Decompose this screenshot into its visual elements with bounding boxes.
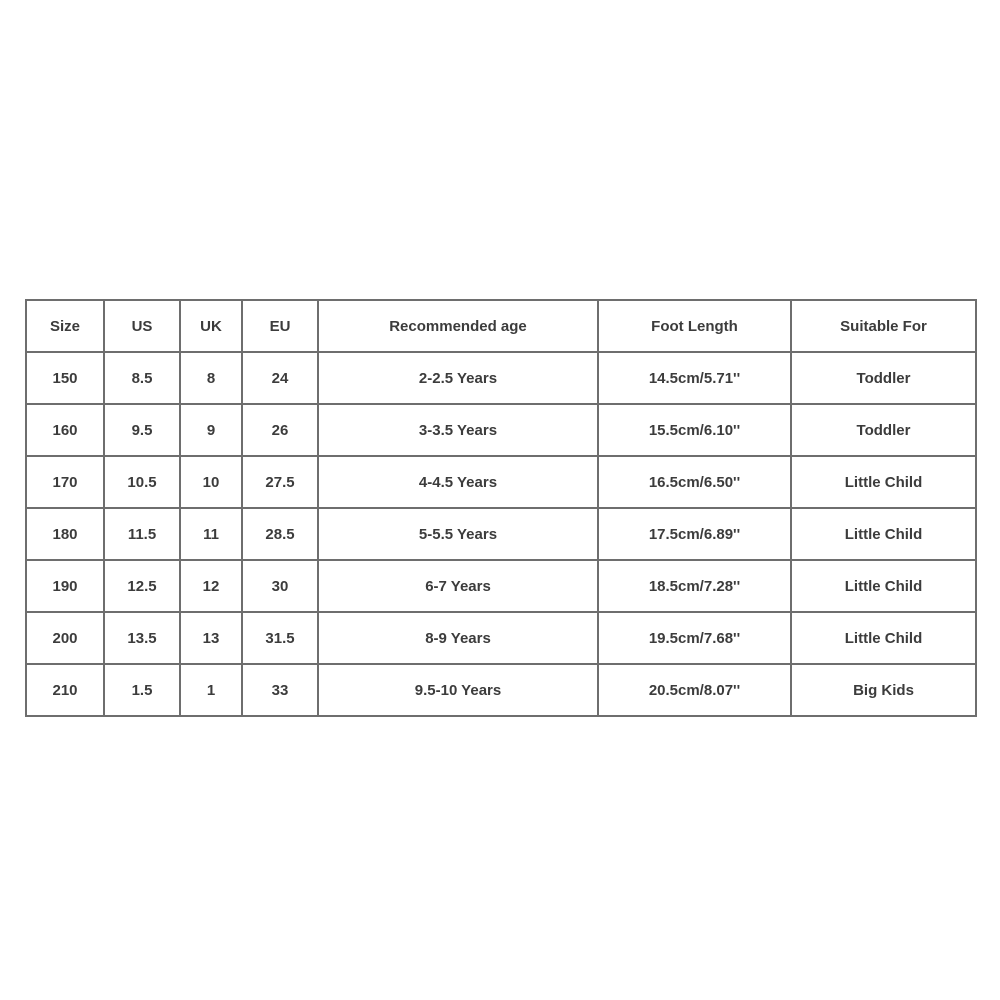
table-row xyxy=(26,456,976,508)
cell-foot-length: 19.5cm/7.68'' xyxy=(598,612,791,664)
header-us: US xyxy=(104,300,180,352)
cell-foot-length: 18.5cm/7.28'' xyxy=(598,560,791,612)
cell-recommended-age: 8-9 Years xyxy=(318,612,598,664)
table-row xyxy=(26,508,976,560)
cell-uk: 10 xyxy=(180,456,242,508)
cell-size: 150 xyxy=(26,352,104,404)
cell-suitable-for: Little Child xyxy=(791,456,976,508)
cell-uk: 12 xyxy=(180,560,242,612)
cell-eu: 33 xyxy=(242,664,318,716)
cell-uk: 9 xyxy=(180,404,242,456)
cell-foot-length: 15.5cm/6.10'' xyxy=(598,404,791,456)
cell-us: 12.5 xyxy=(104,560,180,612)
cell-us: 1.5 xyxy=(104,664,180,716)
cell-size: 180 xyxy=(26,508,104,560)
cell-recommended-age: 4-4.5 Years xyxy=(318,456,598,508)
cell-size: 210 xyxy=(26,664,104,716)
cell-eu: 27.5 xyxy=(242,456,318,508)
header-uk: UK xyxy=(180,300,242,352)
cell-uk: 8 xyxy=(180,352,242,404)
header-size: Size xyxy=(26,300,104,352)
cell-uk: 1 xyxy=(180,664,242,716)
cell-suitable-for: Little Child xyxy=(791,612,976,664)
cell-recommended-age: 6-7 Years xyxy=(318,560,598,612)
table-row xyxy=(26,560,976,612)
table-row xyxy=(26,664,976,716)
cell-foot-length: 20.5cm/8.07'' xyxy=(598,664,791,716)
table-row xyxy=(26,612,976,664)
cell-us: 10.5 xyxy=(104,456,180,508)
cell-foot-length: 17.5cm/6.89'' xyxy=(598,508,791,560)
header-foot-length: Foot Length xyxy=(598,300,791,352)
cell-size: 200 xyxy=(26,612,104,664)
cell-eu: 26 xyxy=(242,404,318,456)
cell-suitable-for: Toddler xyxy=(791,404,976,456)
table-row xyxy=(26,352,976,404)
cell-eu: 28.5 xyxy=(242,508,318,560)
cell-size: 190 xyxy=(26,560,104,612)
cell-eu: 30 xyxy=(242,560,318,612)
cell-recommended-age: 3-3.5 Years xyxy=(318,404,598,456)
cell-suitable-for: Toddler xyxy=(791,352,976,404)
cell-us: 8.5 xyxy=(104,352,180,404)
cell-eu: 24 xyxy=(242,352,318,404)
cell-uk: 13 xyxy=(180,612,242,664)
cell-us: 13.5 xyxy=(104,612,180,664)
cell-recommended-age: 2-2.5 Years xyxy=(318,352,598,404)
cell-recommended-age: 9.5-10 Years xyxy=(318,664,598,716)
header-recommended-age: Recommended age xyxy=(318,300,598,352)
cell-foot-length: 16.5cm/6.50'' xyxy=(598,456,791,508)
header-eu: EU xyxy=(242,300,318,352)
cell-suitable-for: Little Child xyxy=(791,508,976,560)
table-row xyxy=(26,404,976,456)
cell-suitable-for: Little Child xyxy=(791,560,976,612)
cell-size: 170 xyxy=(26,456,104,508)
cell-eu: 31.5 xyxy=(242,612,318,664)
cell-foot-length: 14.5cm/5.71'' xyxy=(598,352,791,404)
header-row xyxy=(26,300,976,352)
header-suitable-for: Suitable For xyxy=(791,300,976,352)
cell-size: 160 xyxy=(26,404,104,456)
cell-us: 9.5 xyxy=(104,404,180,456)
size-chart-table xyxy=(25,299,977,717)
cell-uk: 11 xyxy=(180,508,242,560)
cell-us: 11.5 xyxy=(104,508,180,560)
cell-recommended-age: 5-5.5 Years xyxy=(318,508,598,560)
cell-suitable-for: Big Kids xyxy=(791,664,976,716)
